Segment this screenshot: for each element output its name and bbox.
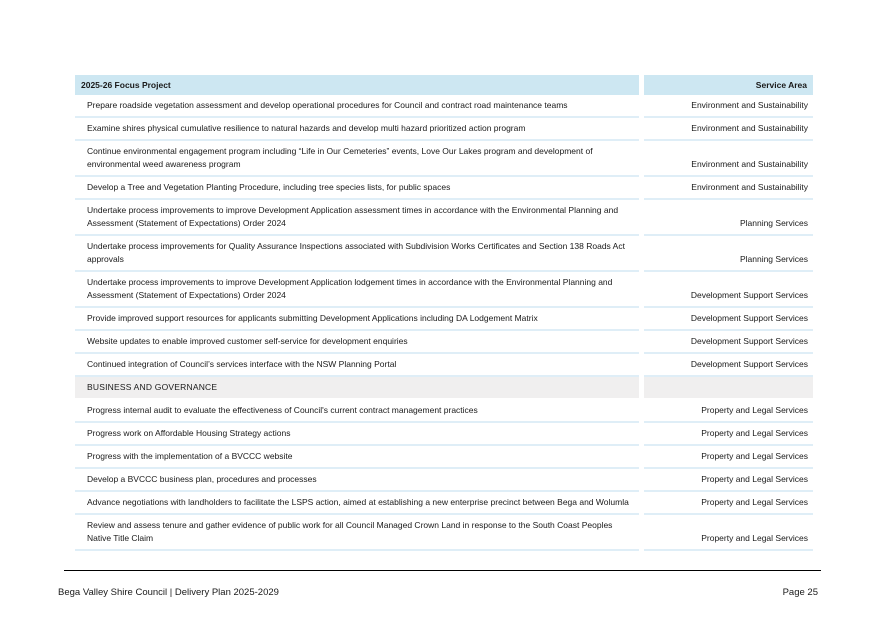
focus-project-cell: Undertake process improvements for Quality Assurance Inspections associated with Subdivision Works Certificates and Section 138 Roads Act approvals	[75, 236, 639, 272]
focus-project-cell: Progress internal audit to evaluate the effectiveness of Council's current contract management practices	[75, 400, 639, 423]
service-area-cell: Property and Legal Services	[644, 400, 813, 423]
table-row	[75, 400, 813, 423]
focus-project-cell: Progress work on Affordable Housing Strategy actions	[75, 423, 639, 446]
service-area-cell: Development Support Services	[644, 354, 813, 377]
focus-project-cell: Develop a BVCCC business plan, procedures and processes	[75, 469, 639, 492]
service-area-cell: Planning Services	[644, 200, 813, 236]
service-area-cell: Environment and Sustainability	[644, 141, 813, 177]
table-row	[75, 272, 813, 308]
table-header-row	[75, 75, 813, 95]
table-row	[75, 177, 813, 200]
table-row	[75, 118, 813, 141]
section-header-row	[75, 377, 813, 400]
table-row	[75, 141, 813, 177]
section-header-spacer	[644, 377, 813, 400]
footer-document-title: Bega Valley Shire Council | Delivery Plan 2025-2029	[58, 587, 279, 598]
service-area-cell: Property and Legal Services	[644, 446, 813, 469]
table-row	[75, 423, 813, 446]
focus-project-cell: Continued integration of Council’s services interface with the NSW Planning Portal	[75, 354, 639, 377]
table-row	[75, 308, 813, 331]
focus-project-cell: Prepare roadside vegetation assessment and develop operational procedures for Council and contract road maintenance teams	[75, 95, 639, 118]
table-row	[75, 95, 813, 118]
footer-divider	[64, 570, 821, 571]
service-area-cell: Property and Legal Services	[644, 515, 813, 551]
service-area-cell: Property and Legal Services	[644, 492, 813, 515]
service-area-cell: Property and Legal Services	[644, 469, 813, 492]
focus-project-cell: Progress with the implementation of a BVCCC website	[75, 446, 639, 469]
service-area-cell: Planning Services	[644, 236, 813, 272]
column-header-service-area: Service Area	[644, 75, 813, 95]
focus-project-cell: Advance negotiations with landholders to facilitate the LSPS action, aimed at establishing a new enterprise precinct between Bega and Wolumla	[75, 492, 639, 515]
page-footer	[58, 586, 818, 599]
table-row	[75, 236, 813, 272]
focus-project-cell: Website updates to enable improved customer self-service for development enquiries	[75, 331, 639, 354]
focus-projects-table	[75, 75, 813, 551]
service-area-cell: Development Support Services	[644, 272, 813, 308]
table-row	[75, 515, 813, 551]
focus-project-cell: Undertake process improvements to improve Development Application lodgement times in accordance with the Environmental Planning and Assessment (Statement of Expectations) Order 2024	[75, 272, 639, 308]
table-row	[75, 492, 813, 515]
table-row	[75, 469, 813, 492]
focus-project-cell: Continue environmental engagement program including “Life in Our Cemeteries” events, Love Our Lakes program and development of environmental weed awareness program	[75, 141, 639, 177]
service-area-cell: Property and Legal Services	[644, 423, 813, 446]
focus-project-cell: Examine shires physical cumulative resilience to natural hazards and develop multi hazard prioritized action program	[75, 118, 639, 141]
section-header-label: BUSINESS AND GOVERNANCE	[75, 377, 639, 400]
column-header-focus-project: 2025-26 Focus Project	[75, 75, 639, 95]
focus-project-cell: Provide improved support resources for applicants submitting Development Applications including DA Lodgement Matrix	[75, 308, 639, 331]
footer-page-number: Page 25	[782, 587, 818, 598]
table-row	[75, 446, 813, 469]
focus-project-cell: Review and assess tenure and gather evidence of public work for all Council Managed Crown Land in response to the South Coast Peoples Native Title Claim	[75, 515, 639, 551]
focus-project-cell: Undertake process improvements to improve Development Application assessment times in accordance with the Environmental Planning and Assessment (Statement of Expectations) Order 2024	[75, 200, 639, 236]
table-row	[75, 331, 813, 354]
table-row	[75, 354, 813, 377]
focus-project-cell: Develop a Tree and Vegetation Planting Procedure, including tree species lists, for public spaces	[75, 177, 639, 200]
service-area-cell: Development Support Services	[644, 331, 813, 354]
service-area-cell: Environment and Sustainability	[644, 177, 813, 200]
service-area-cell: Environment and Sustainability	[644, 95, 813, 118]
service-area-cell: Environment and Sustainability	[644, 118, 813, 141]
table-row	[75, 200, 813, 236]
service-area-cell: Development Support Services	[644, 308, 813, 331]
